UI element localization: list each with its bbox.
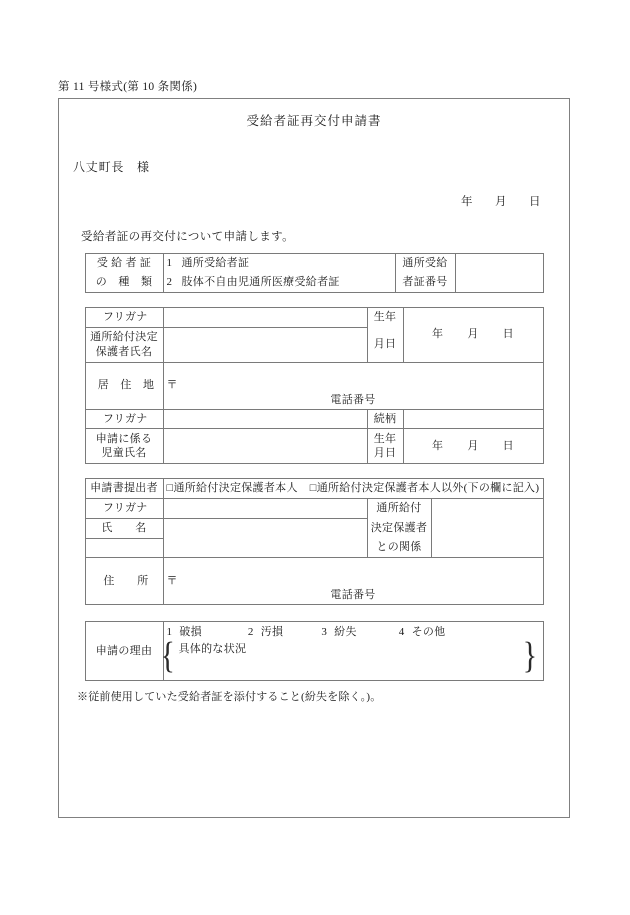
submitter-table [85,478,544,605]
guardian-table [85,307,544,465]
child-kana-label: フリガナ [85,409,163,429]
reason-content-cell[interactable] [160,622,543,681]
form-page [58,98,570,818]
child-name-label-line2: 児童氏名 [101,447,147,460]
certificate-option-2[interactable] [163,273,395,292]
guardian-birth-day-label: 日 [502,328,514,341]
brace-left-icon: { [160,634,176,677]
child-birth-day-label: 日 [502,439,514,452]
submitter-checkbox-other[interactable]: □通所給付決定保護者本人以外(下の欄に記入) [309,482,540,495]
certificate-option-1-text: 通所受給者証 [181,257,250,269]
submitter-relation-label-line1: 通所給付 [367,499,431,519]
form-number: 第 11 号様式(第 10 条関係) [58,81,198,93]
submitter-relation-label-line2: 決定保護者 [367,519,431,539]
date-month-label: 月 [495,196,507,208]
guardian-residence-cell[interactable] [163,362,543,409]
reason-option-3-number: 3 [321,626,328,639]
guardian-name-value[interactable] [163,327,367,362]
child-birth-label-line1: 生年 [373,432,397,445]
guardian-name-label-line1: 通所給付決定 [90,330,158,343]
guardian-birth-year-label: 年 [432,328,444,341]
certificate-option-2-number: 2 [166,275,173,288]
child-birthdate-value[interactable] [403,429,543,464]
certificate-number-value[interactable] [455,254,543,293]
child-birth-label-line2: 月日 [373,447,397,460]
reason-option-4-text: その他 [411,626,446,639]
submitter-checkbox-self[interactable]: □通所給付決定保護者本人 [166,482,298,495]
page-title: 受給者証再交付申請書 [246,114,382,128]
application-statement: 受給者証の再交付について申請します。 [81,231,295,243]
submitter-tel-label: 電話番号 [330,589,376,602]
submitter-kana-label: フリガナ [85,499,163,519]
submitter-name-label-filler [85,538,163,557]
guardian-name-label [85,327,163,362]
guardian-name-label-line2: 保護者氏名 [95,345,153,358]
child-kana-value[interactable] [163,409,367,429]
submission-date-line [59,193,541,209]
child-birth-month-label: 月 [467,439,479,452]
reason-option-2-text: 汚損 [260,626,284,639]
child-name-label [85,429,163,464]
submitter-address-label: 住 所 [85,558,163,605]
guardian-residence-label: 居 住 地 [85,362,163,409]
certificate-type-label-line2: の 種 類 [85,273,163,292]
certificate-option-1[interactable] [163,254,395,273]
submitter-label: 申請書提出者 [85,479,163,499]
reason-option-3[interactable] [321,625,356,640]
certificate-option-2-text: 肢体不自由児通所医療受給者証 [181,275,340,288]
reason-label: 申請の理由 [85,622,163,681]
submitter-name-label: 氏 名 [85,519,163,539]
submitter-checkbox-row[interactable] [163,479,543,499]
certificate-option-1-number: 1 [166,257,173,269]
reason-table [85,621,544,681]
guardian-tel-label: 電話番号 [330,393,376,406]
guardian-kana-label: フリガナ [85,307,163,327]
reason-option-2-number: 2 [247,626,254,639]
postal-code-icon: 〒 [166,379,178,392]
postal-code-icon: 〒 [166,574,178,587]
date-year-label: 年 [461,196,473,208]
child-birth-label [367,429,403,464]
reason-options[interactable] [167,625,540,640]
submitter-name-value[interactable] [163,519,367,558]
reason-option-1-number: 1 [166,626,173,639]
guardian-birthdate-value[interactable] [403,307,543,362]
reason-option-4-number: 4 [398,626,405,639]
child-name-value[interactable] [163,429,367,464]
guardian-kana-value[interactable] [163,307,367,327]
submitter-relation-label-line3: との関係 [367,538,431,557]
date-day-label: 日 [529,196,541,208]
reason-option-1-text: 破損 [179,626,202,639]
brace-right-icon: } [522,634,538,677]
addressee: 八丈町長 様 [73,160,150,174]
certificate-type-label-line1: 受 給 者 証 [85,254,163,273]
certificate-number-label-line2: 者証番号 [395,273,455,292]
child-relation-value[interactable] [403,409,543,429]
reason-detail-area[interactable] [160,634,540,677]
reason-option-2[interactable] [248,625,283,640]
child-name-label-line1: 申請に係る [95,432,153,445]
submitter-kana-value[interactable] [163,499,367,519]
reason-option-4[interactable] [399,625,446,640]
submitter-address-cell[interactable] [163,558,543,605]
guardian-birth-label-line1: 生年 [367,307,403,327]
footer-note: ※従前使用していた受給者証を添付すること(紛失を除く。)。 [77,691,382,704]
guardian-birth-month-label: 月 [467,328,479,341]
guardian-tel-row [164,393,543,408]
submitter-relation-value[interactable] [431,499,543,558]
child-birth-year-label: 年 [432,439,444,452]
submitter-tel-row [164,588,543,603]
certificate-number-label-line1: 通所受給 [395,254,455,273]
certificate-type-table [85,253,544,293]
guardian-birth-label-line2: 月日 [367,327,403,362]
child-relation-label: 続柄 [367,409,403,429]
reason-detail-label: 具体的な状況 [178,643,247,656]
reason-option-3-text: 紛失 [334,626,357,639]
